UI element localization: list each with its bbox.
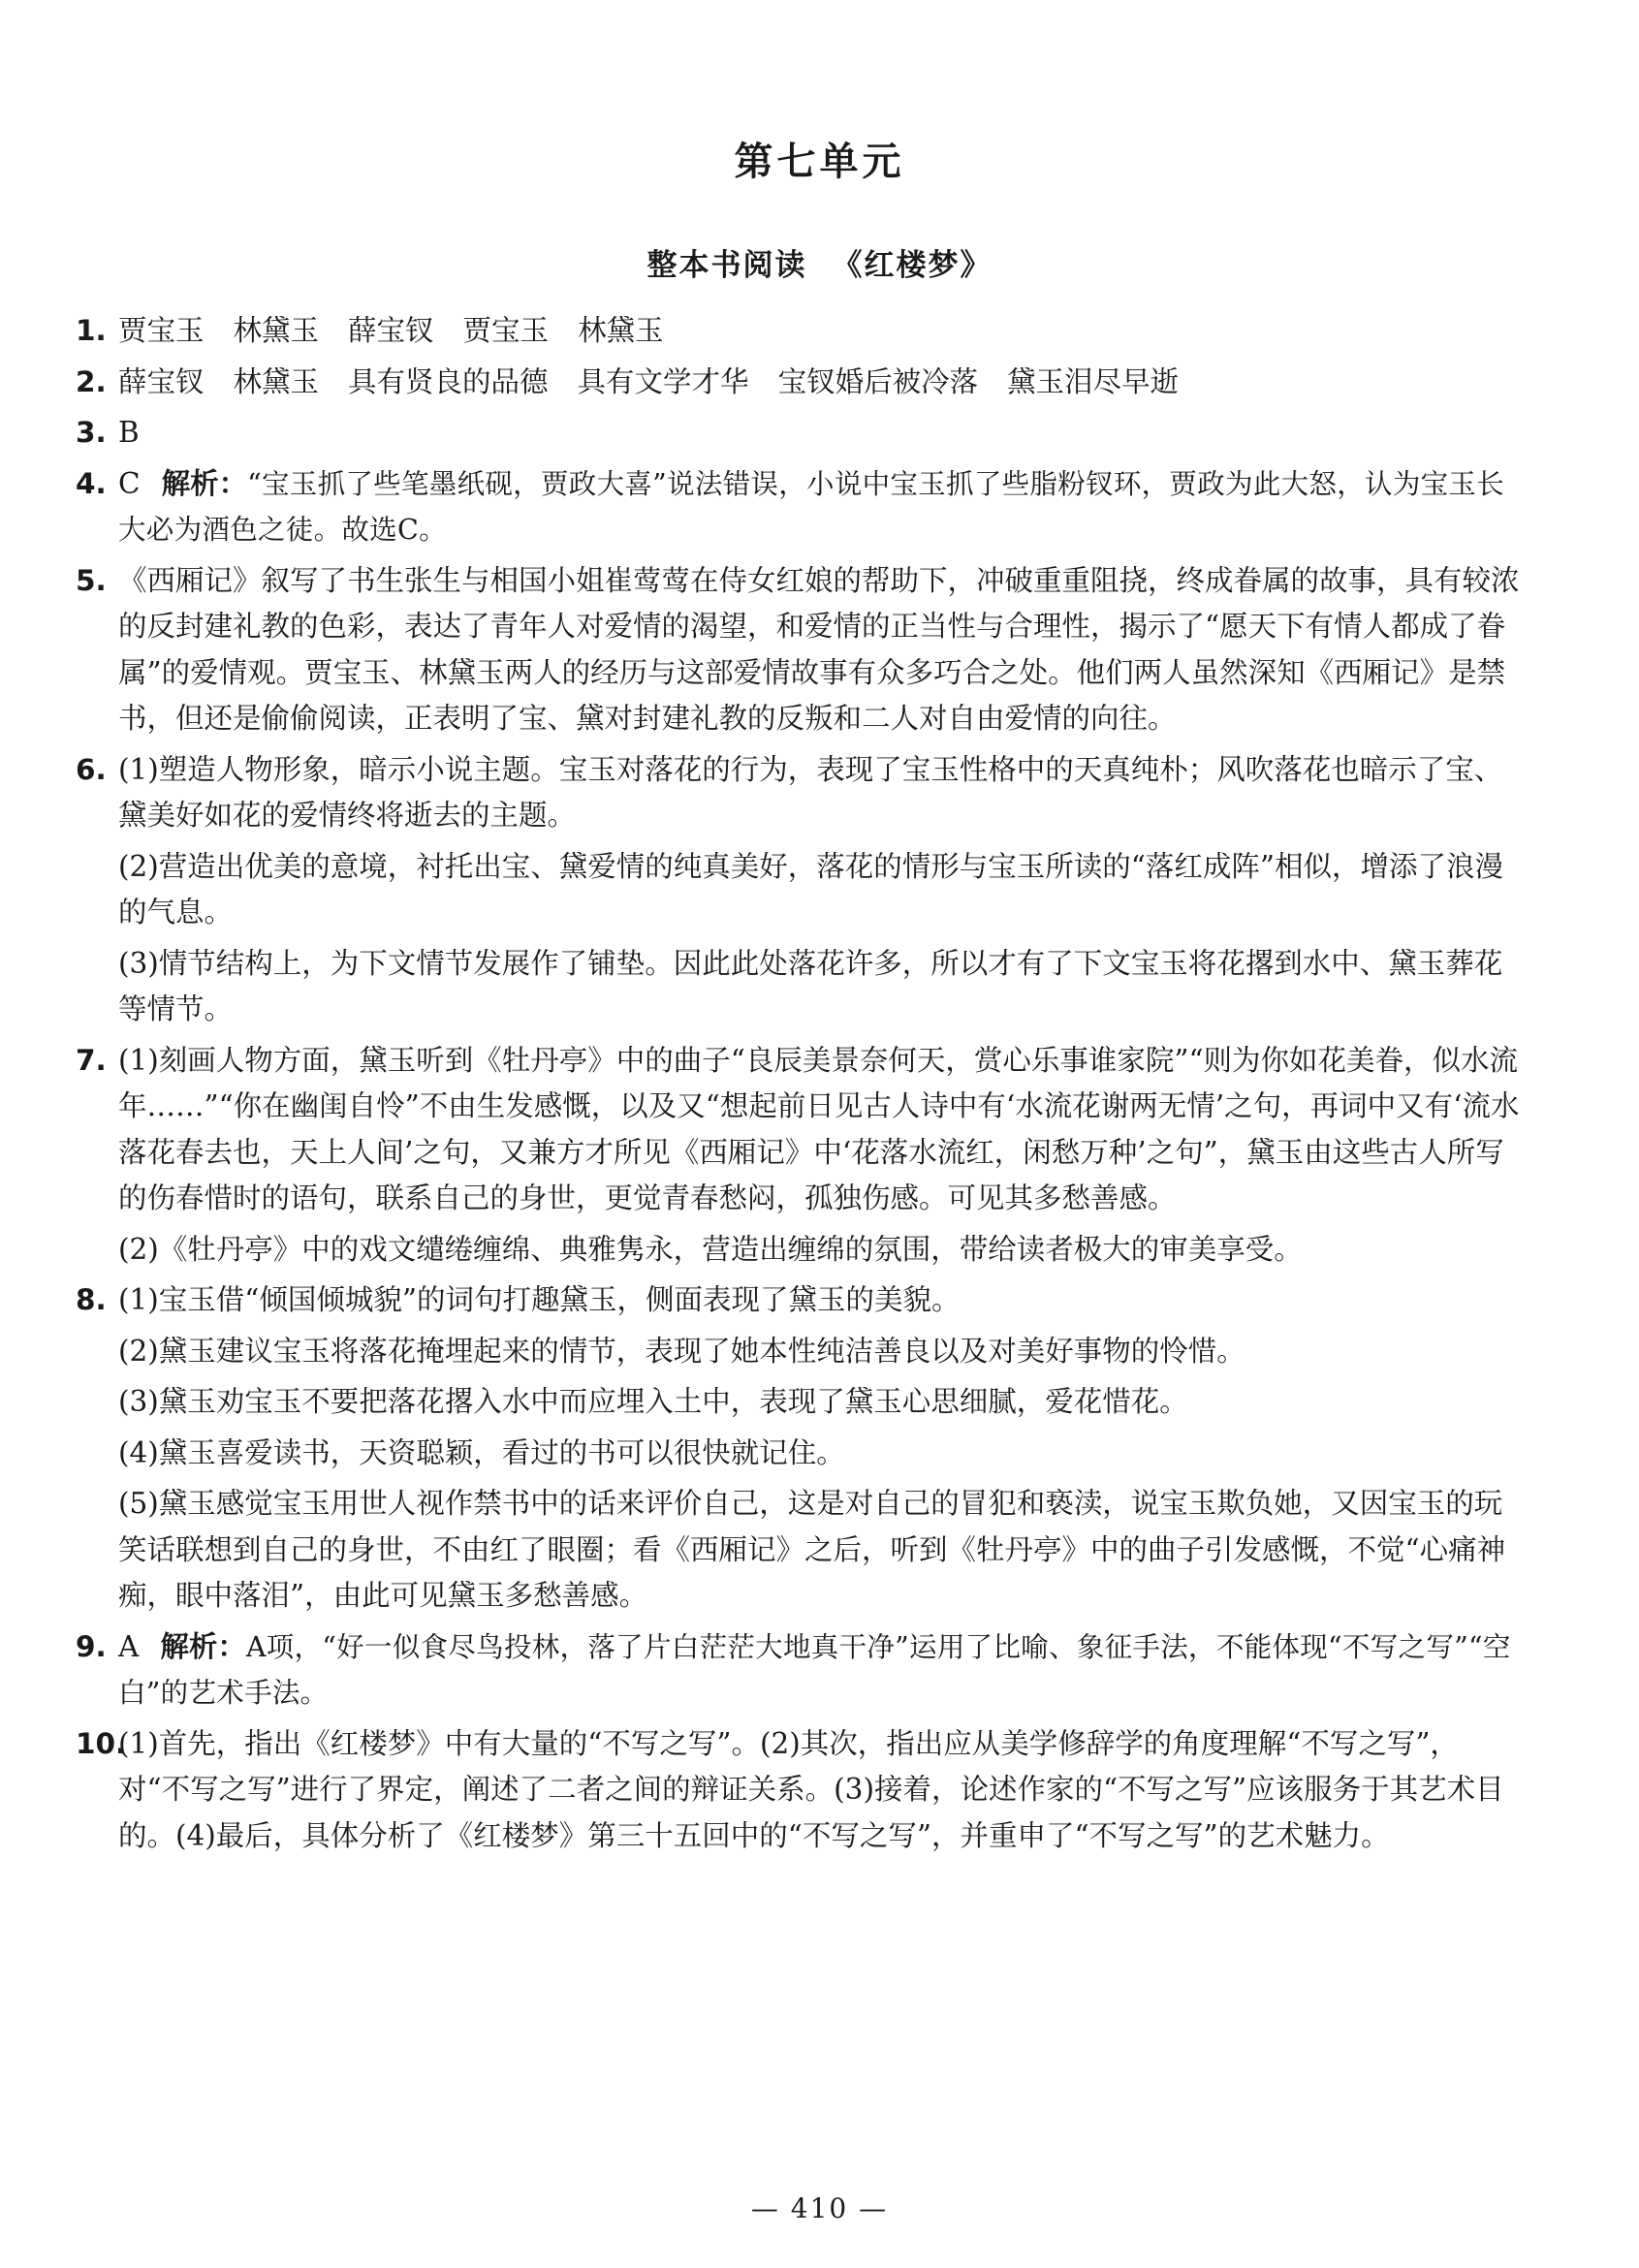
answer-choice: C [118, 466, 141, 500]
answer-subpoint: (2)《牡丹亭》中的戏文缱绻缠绵、典雅隽永，营造出缠绵的氛围，带给读者极大的审美享受。 [118, 1232, 1303, 1266]
answer-subpoint: (4)黛玉喜爱读书，天资聪颖，看过的书可以很快就记住。 [118, 1435, 845, 1469]
answer-item-8 [76, 1277, 1529, 1620]
answer-number: 10. [76, 1726, 127, 1760]
unit-title: 第七单元 [734, 140, 905, 184]
answer-item-6 [76, 747, 1529, 1033]
answer-number: 3. [76, 416, 107, 449]
answer-term: 薛宝钗 [348, 314, 434, 347]
answer-number: 1. [76, 314, 107, 347]
analysis-text: “宝玉抓了些笔墨纸砚，贾政大喜”说法错误，小说中宝玉抓了些脂粉钗环，贾政为此大怒，认为宝玉长大必为酒色之徒。故选C。 [118, 467, 1505, 546]
page-number: — 410 — [750, 2192, 889, 2224]
answer-subpoint: (1)刻画人物方面，黛玉听到《牡丹亭》中的曲子“良辰美景奈何天，赏心乐事谁家院”“则为你如花美眷，似水流年……”“你在幽闺自怜”不由生发感慨，以及又“想起前日见古人诗中有‘水流花谢两无情’之句，再词中又有‘流水落花春去也，天上人间’之句，又兼方才所见《西厢记》中‘花落水流红，闲愁万种’之句”，黛玉由这些古人所写的伤春惜时的语句，联系自己的身世，更觉青春愁闷，孤独伤感。可见其多愁善感。 [118, 1043, 1520, 1214]
section-title-part2: 《红楼梦》 [832, 248, 993, 283]
answer-number: 8. [76, 1283, 107, 1316]
answer-item-7 [76, 1038, 1529, 1274]
analysis-text: A项，“好一似食尽鸟投林，落了片白茫茫大地真干净”运用了比喻、象征手法，不能体现“不写之写”“空白”的艺术手法。 [118, 1630, 1511, 1709]
answer-term: 宝钗婚后被冷落 [777, 364, 979, 398]
answer-subpoint: (2)营造出优美的意境，衬托出宝、黛爱情的纯真美好，落花的情形与宝玉所读的“落红成阵”相似，增添了浪漫的气息。 [118, 849, 1503, 929]
answer-term: 林黛玉 [233, 314, 320, 347]
answer-term: 黛玉泪尽早逝 [1007, 364, 1180, 398]
answer-subpoint: (1)塑造人物形象，暗示小说主题。宝玉对落花的行为，表现了宝玉性格中的天真纯朴；风吹落花也暗示了宝、黛美好如花的爱情终将逝去的主题。 [118, 752, 1503, 832]
answer-number: 4. [76, 466, 107, 500]
answer-subpoint: (1)宝玉借“倾国倾城貌”的词句打趣黛玉，侧面表现了黛玉的美貌。 [118, 1283, 961, 1316]
answer-subpoint: (5)黛玉感觉宝玉用世人视作禁书中的话来评价自己，这是对自己的冒犯和亵渎，说宝玉欺负她，又因宝玉的玩笑话联想到自己的身世，不由红了眼圈；看《西厢记》之后，听到《牡丹亭》中的曲子引发感慨，不觉“心痛神痴，眼中落泪”，由此可见黛玉多愁善感。 [118, 1487, 1506, 1612]
answer-item-3 [76, 410, 1529, 457]
answer-text: (1)首先，指出《红楼梦》中有大量的“不写之写”。(2)其次，指出应从美学修辞学的角度理解“不写之写”，对“不写之写”进行了界定，阐述了二者之间的辩证关系。(3)接着，论述作家的“不写之写”应该服务于其艺术目的。(4)最后，具体分析了《红楼梦》第三十五回中的“不写之写”，并重申了“不写之写”的艺术魅力。 [118, 1726, 1504, 1852]
answer-term: 具有贤良的品德 [348, 364, 549, 398]
answer-subpoint: (2)黛玉建议宝玉将落花掩埋起来的情节，表现了她本性纯洁善良以及对美好事物的怜惜。 [118, 1334, 1245, 1368]
section-title [0, 240, 1639, 284]
answer-choice: B [118, 416, 140, 449]
answer-term: 林黛玉 [578, 314, 664, 347]
analysis-label: 解析： [161, 466, 248, 500]
answer-term: 林黛玉 [233, 364, 320, 398]
answer-subpoint: (3)情节结构上，为下文情节发展作了铺垫。因此此处落花许多，所以才有了下文宝玉将花撂到水中、黛玉葬花等情节。 [118, 946, 1503, 1025]
answer-term: 贾宝玉 [118, 314, 205, 347]
answer-item-2 [76, 360, 1529, 406]
answer-choice: A [118, 1629, 140, 1663]
analysis-label: 解析： [160, 1629, 246, 1663]
answer-item-9 [76, 1624, 1529, 1717]
answer-number: 6. [76, 752, 107, 786]
answer-list [76, 308, 1529, 1864]
answer-text: 《西厢记》叙写了书生张生与相国小姐崔莺莺在侍女红娘的帮助下，冲破重重阻挠，终成眷属的故事，具有较浓的反封建礼教的色彩，表达了青年人对爱情的渴望，和爱情的正当性与合理性，揭示了“愿天下有情人都成了眷属”的爱情观。贾宝玉、林黛玉两人的经历与这部爱情故事有众多巧合之处。他们两人虽然深知《西厢记》是禁书，但还是偷偷阅读，正表明了宝、黛对封建礼教的反叛和二人对自由爱情的向往。 [118, 563, 1520, 735]
answer-term: 薛宝钗 [118, 364, 205, 398]
answer-number: 7. [76, 1043, 107, 1077]
answer-item-4 [76, 461, 1529, 553]
answer-subpoint: (3)黛玉劝宝玉不要把落花撂入水中而应埋入土中，表现了黛玉心思细腻，爱花惜花。 [118, 1385, 1188, 1418]
answer-term: 贾宝玉 [462, 314, 550, 347]
answer-number: 5. [76, 563, 107, 597]
answer-number: 9. [76, 1629, 107, 1663]
answer-term: 具有文学才华 [577, 364, 749, 398]
answer-item-1 [76, 308, 1529, 355]
answer-item-5 [76, 558, 1529, 742]
answer-item-10 [76, 1721, 1529, 1860]
section-title-part1: 整本书阅读 [646, 248, 807, 283]
answer-number: 2. [76, 364, 107, 398]
